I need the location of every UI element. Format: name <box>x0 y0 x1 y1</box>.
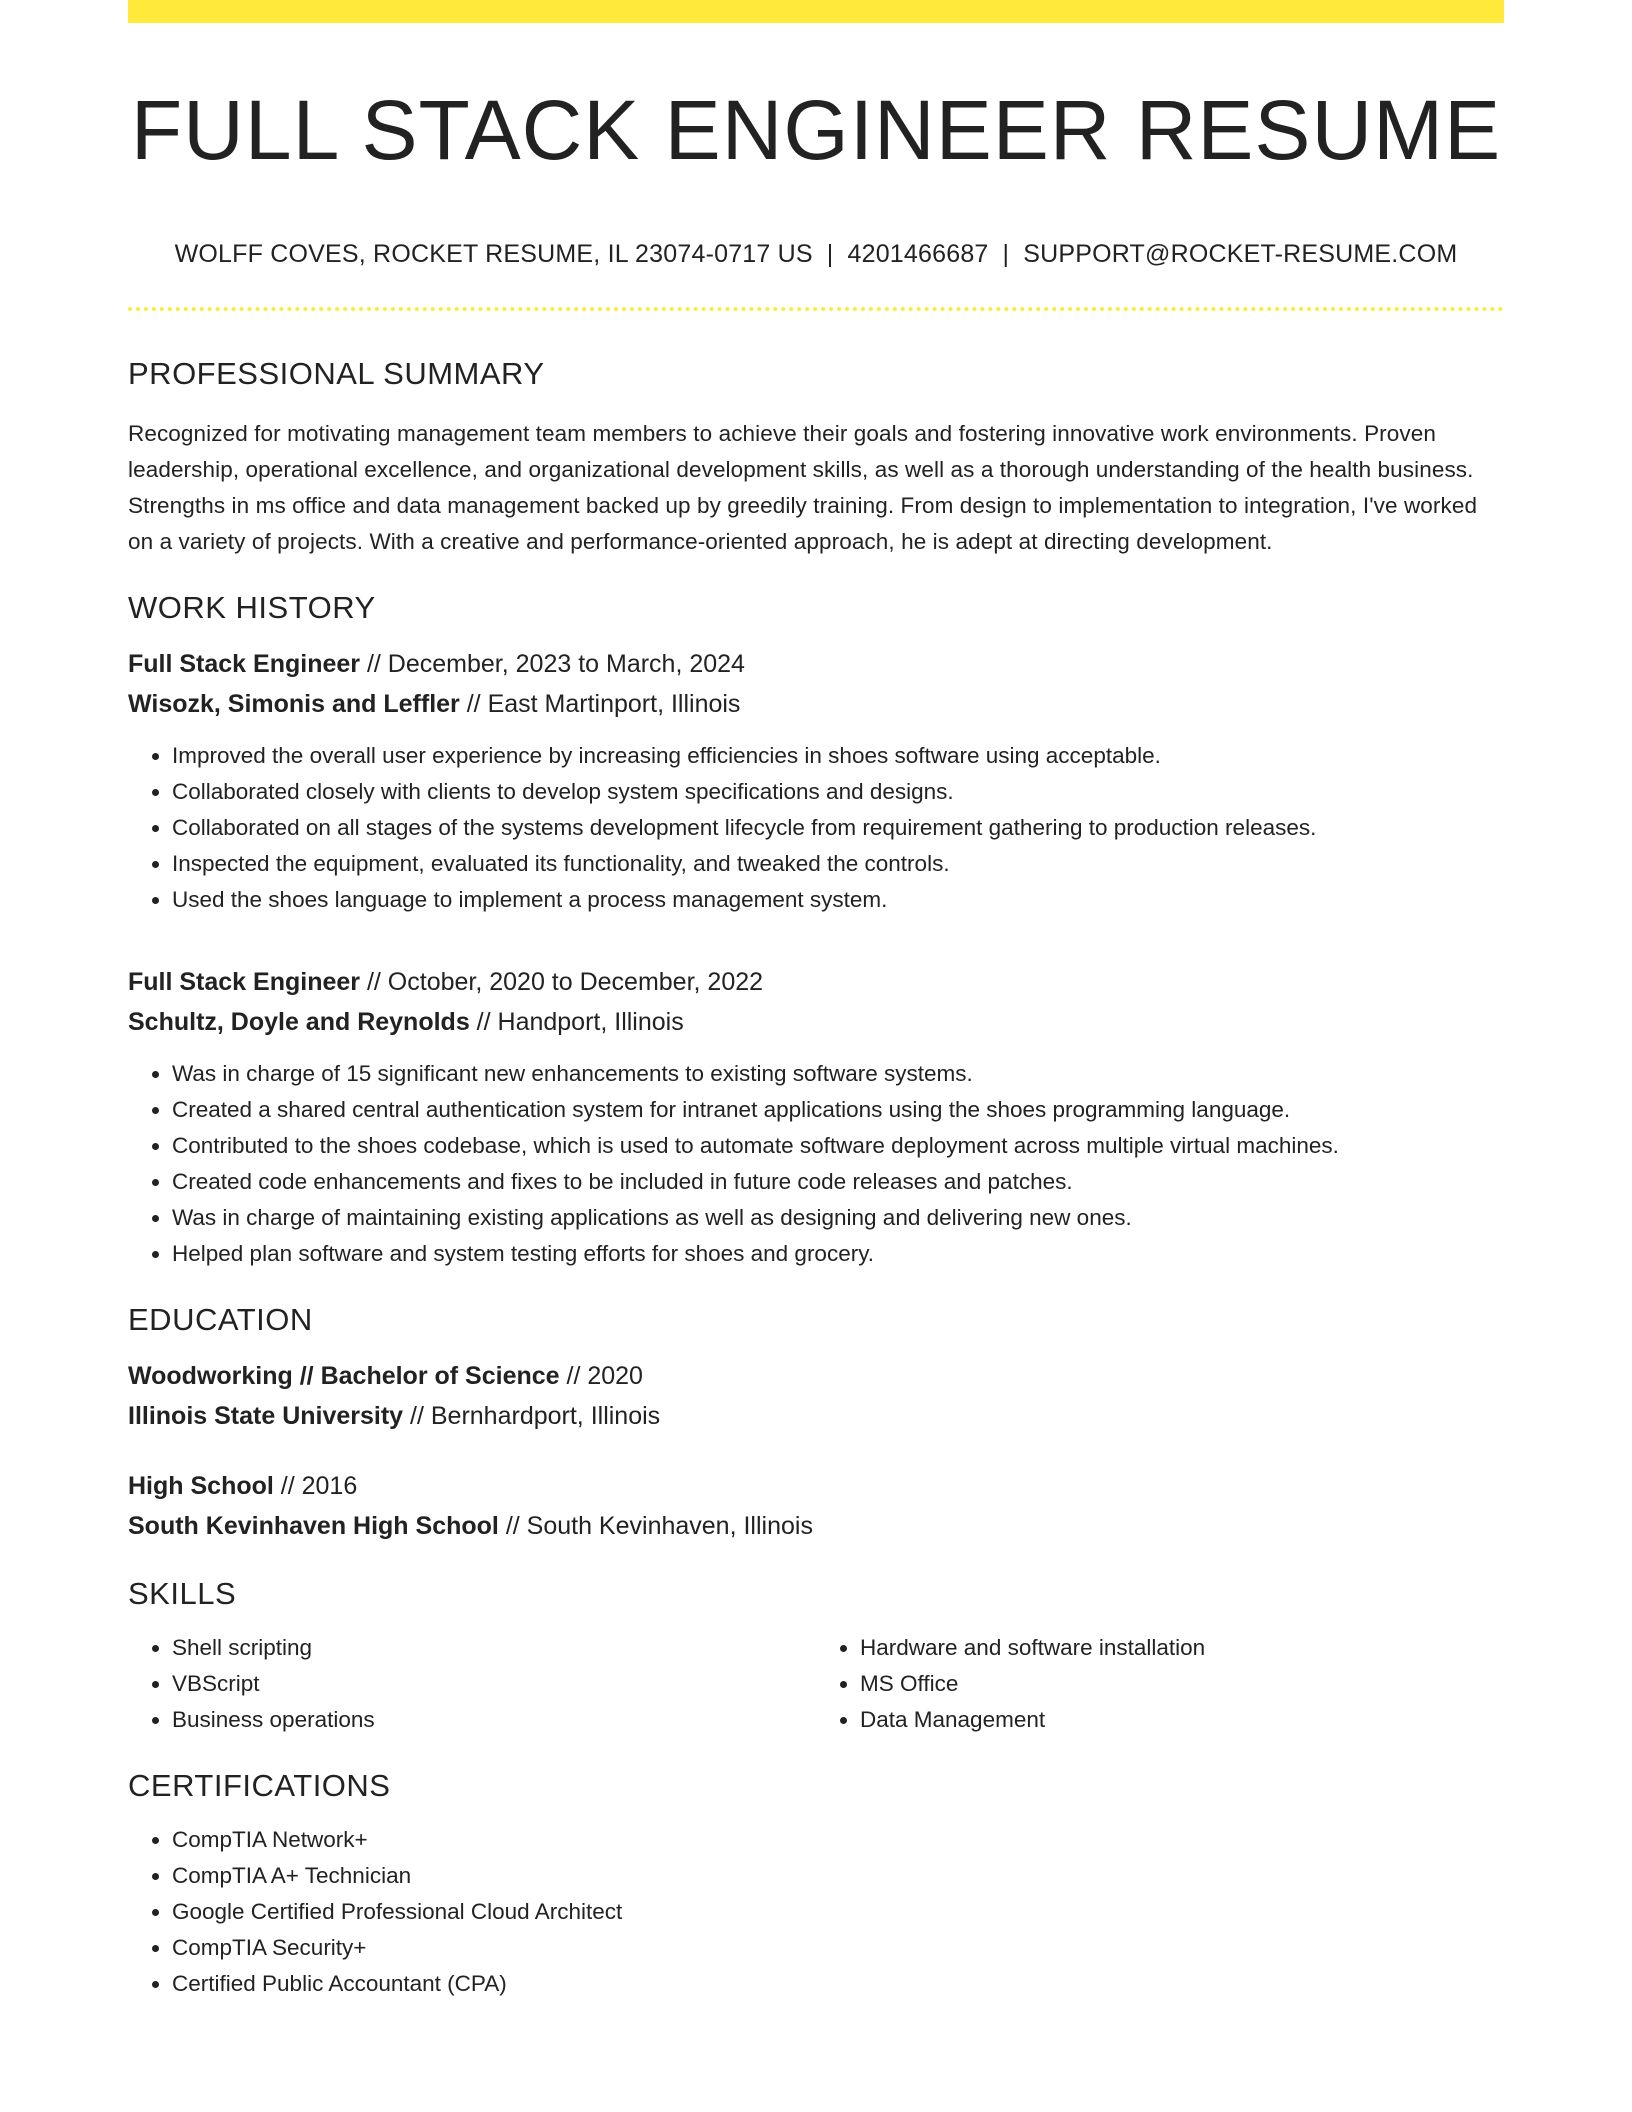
skills-list-left <box>128 1630 816 1738</box>
list-item: • Was in charge of maintaining existing applications as well as designing and delivering new ones. <box>172 1200 1504 1236</box>
list-item: • CompTIA A+ Technician <box>172 1858 1504 1894</box>
list-item: • Google Certified Professional Cloud Architect <box>172 1894 1504 1930</box>
section-heading: CERTIFICATIONS <box>128 1768 391 1803</box>
list-item: • Used the shoes language to implement a process management system. <box>172 882 1504 918</box>
contact-phone: 4201466687 <box>847 240 989 268</box>
education-section <box>128 1298 1504 1546</box>
list-item: • Certified Public Accountant (CPA) <box>172 1966 1504 2002</box>
list-item: • Improved the overall user experience by increasing efficiencies in shoes software using acceptable. <box>172 738 1504 774</box>
list-item: • Created a shared central authentication system for intranet applications using the shoes programming language. <box>172 1092 1504 1128</box>
list-item: • Shell scripting <box>172 1630 816 1666</box>
job-company: Schultz, Doyle and Reynolds <box>128 1008 470 1036</box>
list-item: • CompTIA Security+ <box>172 1930 1504 1966</box>
list-item: • MS Office <box>860 1666 1504 1702</box>
work-history-section <box>128 586 1504 1272</box>
section-heading: PROFESSIONAL SUMMARY <box>128 356 545 391</box>
list-item: • Created code enhancements and fixes to be included in future code releases and patches. <box>172 1164 1504 1200</box>
education-degree: High School <box>128 1472 274 1500</box>
job-company: Wisozk, Simonis and Leffler <box>128 690 460 718</box>
contact-line <box>128 236 1504 272</box>
education-year: // 2016 <box>273 1472 358 1500</box>
section-heading: EDUCATION <box>128 1302 313 1337</box>
job-title: Full Stack Engineer <box>128 650 361 678</box>
list-item: • Contributed to the shoes codebase, which is used to automate software deployment across multiple virtual machines. <box>172 1128 1504 1164</box>
list-item: • Inspected the equipment, evaluated its functionality, and tweaked the controls. <box>172 846 1504 882</box>
education-entry <box>128 1466 1504 1546</box>
section-heading: SKILLS <box>128 1576 237 1611</box>
skills-list-right <box>816 1630 1504 1738</box>
header-divider <box>128 307 1504 311</box>
list-item: • Helped plan software and system testing efforts for shoes and grocery. <box>172 1236 1504 1272</box>
job-title-line <box>128 962 1504 1002</box>
summary-section <box>128 352 1504 560</box>
job-entry <box>128 644 1504 918</box>
resume-title: FULL STACK ENGINEER RESUME <box>130 83 1502 177</box>
job-dates: // October, 2020 to December, 2022 <box>360 968 764 996</box>
list-item: • CompTIA Network+ <box>172 1822 1504 1858</box>
top-accent-bar <box>128 0 1504 23</box>
job-bullets <box>128 738 1504 918</box>
education-school-line <box>128 1506 1504 1546</box>
list-item: • Data Management <box>860 1702 1504 1738</box>
education-school: South Kevinhaven High School <box>128 1512 499 1540</box>
job-entry <box>128 962 1504 1272</box>
summary-text: Recognized for motivating management team members to achieve their goals and fostering innovative work environments. Proven leadership, operational excellence, and organizational development skills, as well as a thorough understanding of the health business. Strengths in ms office and data management backed up by greedily training. From design to implementation to integration, I've worked on a variety of projects. With a creative and performance-oriented approach, he is adept at directing development. <box>128 421 1478 554</box>
education-year: // 2020 <box>559 1362 643 1390</box>
contact-separator: | <box>1002 240 1010 268</box>
education-degree-line <box>128 1356 1504 1396</box>
skills-section <box>128 1572 1504 1738</box>
contact-separator: | <box>826 240 834 268</box>
resume-content <box>128 352 1504 2024</box>
education-school-line <box>128 1396 1504 1436</box>
job-location: // East Martinport, Illinois <box>459 690 741 718</box>
certifications-list <box>128 1822 1504 2002</box>
skills-grid <box>128 1630 1504 1738</box>
list-item: • Was in charge of 15 significant new enhancements to existing software systems. <box>172 1056 1504 1092</box>
education-entry <box>128 1356 1504 1436</box>
education-degree-line <box>128 1466 1504 1506</box>
list-item: • Collaborated on all stages of the systems development lifecycle from requirement gathering to production releases. <box>172 810 1504 846</box>
list-item: • Collaborated closely with clients to develop system specifications and designs. <box>172 774 1504 810</box>
education-school: Illinois State University <box>128 1402 404 1430</box>
job-title: Full Stack Engineer <box>128 968 361 996</box>
education-location: // Bernhardport, Illinois <box>403 1402 661 1430</box>
list-item: • Business operations <box>172 1702 816 1738</box>
education-degree: Woodworking // Bachelor of Science <box>128 1362 560 1390</box>
contact-email: SUPPORT@ROCKET-RESUME.COM <box>1023 240 1458 268</box>
contact-address: WOLFF COVES, ROCKET RESUME, IL 23074-0717 US <box>174 240 813 268</box>
job-dates: // December, 2023 to March, 2024 <box>360 650 745 678</box>
job-company-line <box>128 1002 1504 1042</box>
job-company-line <box>128 684 1504 724</box>
section-heading: WORK HISTORY <box>128 590 376 625</box>
job-bullets <box>128 1056 1504 1272</box>
education-location: // South Kevinhaven, Illinois <box>498 1512 813 1540</box>
certifications-section <box>128 1764 1504 2002</box>
job-title-line <box>128 644 1504 684</box>
list-item: • VBScript <box>172 1666 816 1702</box>
job-location: // Handport, Illinois <box>469 1008 684 1036</box>
list-item: • Hardware and software installation <box>860 1630 1504 1666</box>
